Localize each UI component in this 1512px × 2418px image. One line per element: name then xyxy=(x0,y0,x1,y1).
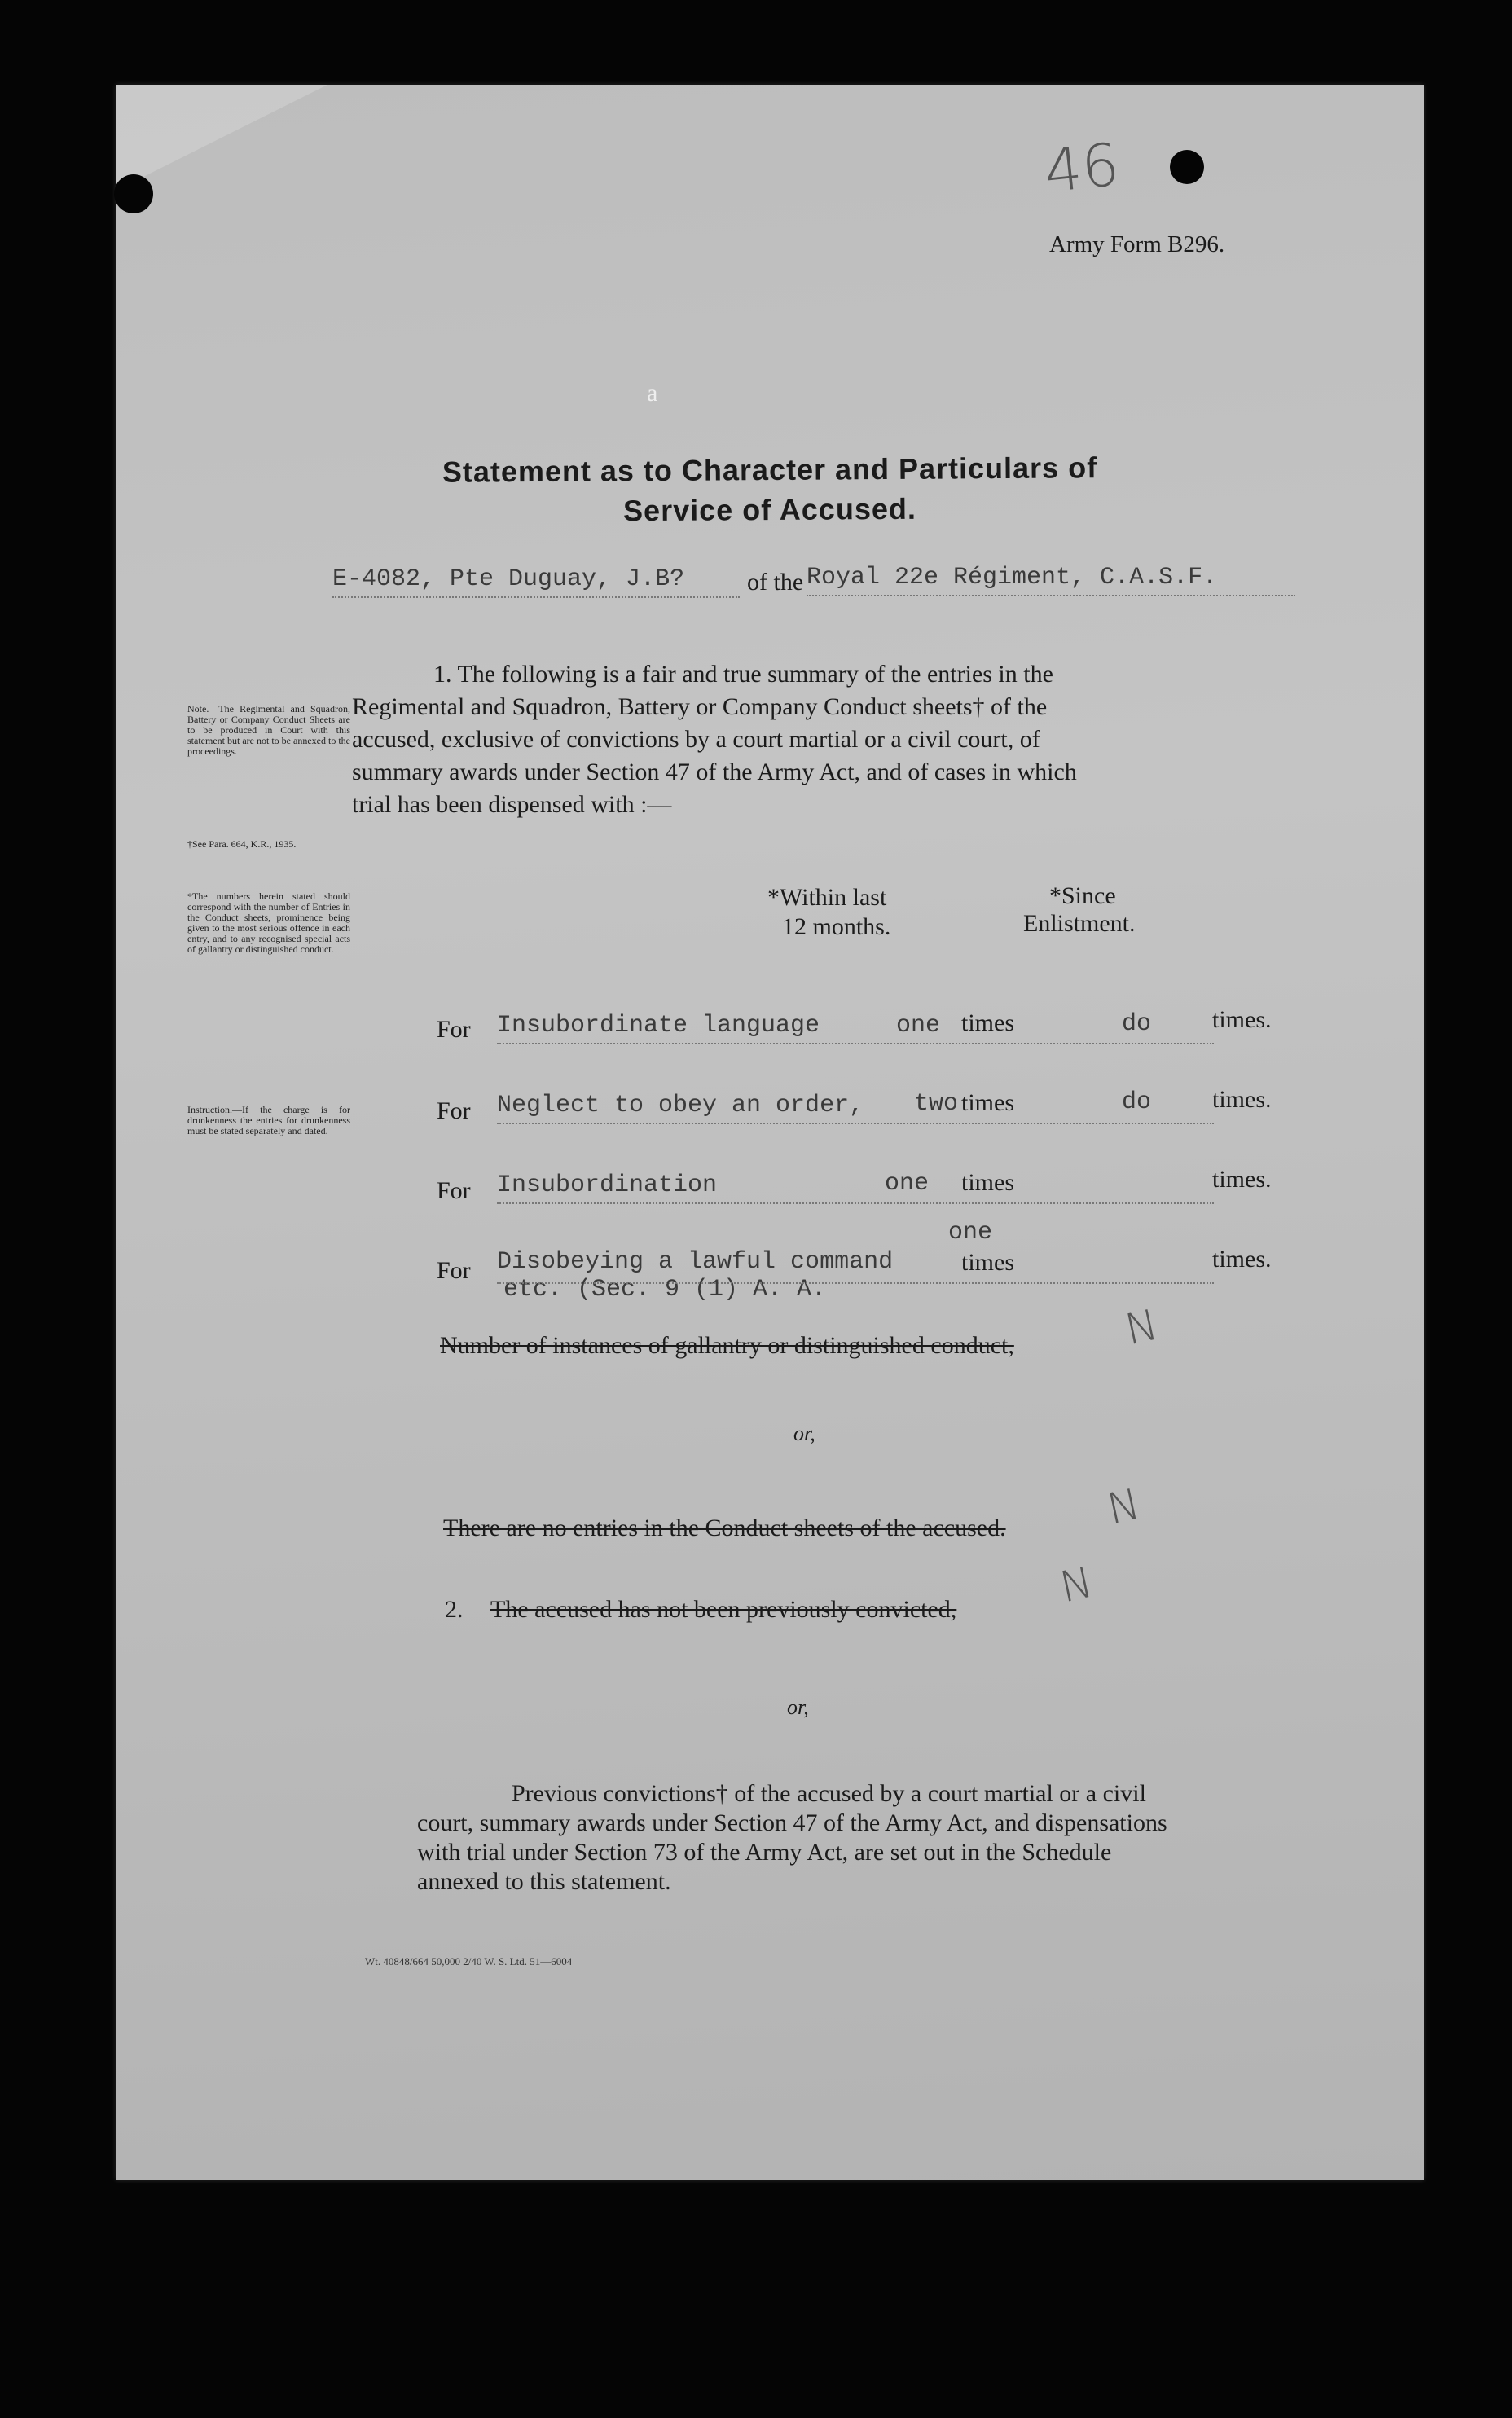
entry-times-since-enlistment: times. xyxy=(1212,1246,1272,1273)
document-title-line2: Service of Accused. xyxy=(622,491,917,528)
previous-line4: annexed to this statement. xyxy=(417,1868,671,1895)
column-since-line1: *Since xyxy=(1049,882,1116,909)
not-convicted-handwritten-mark: N xyxy=(1056,1558,1097,1613)
no-entries-line: There are no entries in the Conduct sheets of the accused. xyxy=(443,1515,1006,1541)
column-since-line2: Enlistment. xyxy=(1023,910,1136,937)
punch-hole-right xyxy=(1170,150,1204,184)
entry-for-label: For xyxy=(437,1257,471,1284)
entry-offence-line2: etc. (Sec. 9 (1) A. A. xyxy=(503,1276,827,1304)
entry-offence: Neglect to obey an order, xyxy=(497,1092,864,1119)
entry-times-12-months: times xyxy=(961,1169,1014,1196)
entry-times-12-months: times xyxy=(961,1089,1014,1116)
entry-count-since-enlistment: do xyxy=(1122,1010,1152,1038)
entry-count-12-months: one xyxy=(885,1170,930,1198)
entry-for-label: For xyxy=(437,1097,471,1124)
para1-line4: summary awards under Section 47 of the Army Act, and of cases in which xyxy=(352,758,1077,785)
document-page xyxy=(116,85,1424,2180)
printer-imprint: Wt. 40848/664 50,000 2/40 W. S. Ltd. 51—6004 xyxy=(365,1955,573,1967)
accused-name-underline xyxy=(332,596,740,598)
margin-note-instruction: Instruction.—If the charge is for drunkenness the entries for drunkenness must be stated separately and dated. xyxy=(187,1104,350,1136)
margin-note-conduct-sheets: Note.—The Regimental and Squadron, Battery or Company Conduct Sheets are to be produced in Court with this statement but are not to be annexed to the proceedings. xyxy=(187,703,350,757)
entry-offence: Disobeying a lawful command xyxy=(497,1248,894,1276)
para1-line5: trial has been dispensed with :— xyxy=(352,791,672,818)
entry-count-12-months: one xyxy=(896,1012,941,1040)
previous-line2: court, summary awards under Section 47 of the Army Act, and dispensations xyxy=(417,1809,1167,1836)
or-separator-2: or, xyxy=(787,1695,809,1719)
entry-underline xyxy=(497,1202,1214,1204)
document-title-line1: Statement as to Character and Particulars of xyxy=(442,451,1098,489)
or-separator-1: or, xyxy=(793,1422,815,1445)
form-label: Army Form B296. xyxy=(1049,231,1225,257)
folio-number: 46 xyxy=(1040,130,1123,206)
previous-line3: with trial under Section 73 of the Army Act, are set out in the Schedule xyxy=(417,1839,1112,1866)
entry-underline xyxy=(497,1123,1214,1124)
entry-for-label: For xyxy=(437,1177,471,1204)
gallantry-handwritten-mark: N xyxy=(1121,1300,1163,1356)
para1-line3: accused, exclusive of convictions by a court martial or a civil court, of xyxy=(352,726,1040,753)
margin-note-numbers: *The numbers herein stated should correspond with the number of Entries in the Conduct sheets, prominence being given to the most serious offence in each entry, and to any recognised special acts of gallantry or distinguished conduct. xyxy=(187,890,350,955)
accused-unit-underline xyxy=(807,595,1295,596)
accused-unit: Royal 22e Régiment, C.A.S.F. xyxy=(807,564,1218,591)
entry-times-since-enlistment: times. xyxy=(1212,1006,1272,1033)
entry-count-12-months: two xyxy=(914,1090,959,1118)
para1-line1: 1. The following is a fair and true summary of the entries in the xyxy=(433,661,1053,688)
no-entries-handwritten-mark: N xyxy=(1103,1479,1145,1535)
entry-times-12-months: times xyxy=(961,1009,1014,1036)
entry-offence: Insubordination xyxy=(497,1172,718,1199)
folded-corner xyxy=(116,85,327,191)
entry-for-label: For xyxy=(437,1016,471,1043)
stray-mark: a xyxy=(647,380,658,407)
column-within-line2: 12 months. xyxy=(782,913,891,940)
entry-underline xyxy=(497,1043,1214,1044)
previous-line1: Previous convictions† of the accused by a court martial or a civil xyxy=(512,1780,1146,1807)
not-convicted-line: The accused has not been previously convicted, xyxy=(490,1596,957,1623)
punch-hole-left xyxy=(114,174,153,213)
entry-times-since-enlistment: times. xyxy=(1212,1166,1272,1193)
gallantry-line: Number of instances of gallantry or distinguished conduct, xyxy=(440,1332,1014,1359)
margin-note-see-para: †See Para. 664, K.R., 1935. xyxy=(187,838,297,850)
entry-times-12-months: times xyxy=(961,1249,1014,1276)
accused-name: E-4082, Pte Duguay, J.B? xyxy=(332,565,685,593)
entry-offence: Insubordinate language xyxy=(497,1012,820,1040)
entry-count-since-enlistment: do xyxy=(1122,1088,1152,1116)
entry-times-since-enlistment: times. xyxy=(1212,1086,1272,1113)
entry-count-12-months: one xyxy=(948,1219,993,1246)
column-within-line1: *Within last xyxy=(767,884,887,911)
entry-underline xyxy=(497,1282,1214,1284)
para2-number: 2. xyxy=(445,1596,464,1623)
para1-line2: Regimental and Squadron, Battery or Company Conduct sheets† of the xyxy=(352,693,1048,720)
of-the-label: of the xyxy=(747,569,804,596)
